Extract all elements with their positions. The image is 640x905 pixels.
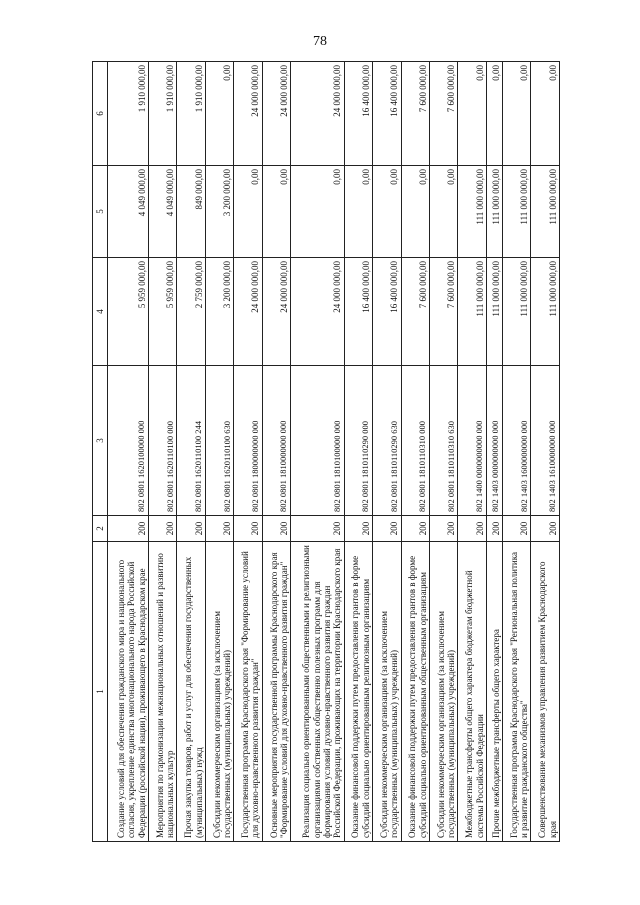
row-value-col6-cell: 24 000 000,00 — [262, 62, 290, 166]
table-row — [373, 62, 401, 842]
header-col-3: 3 — [93, 366, 108, 516]
row-value-col6-cell: 0,00 — [486, 62, 502, 166]
row-value-col4-cell: 111 000 000,00 — [486, 258, 502, 366]
row-value-col6-cell: 7 600 000,00 — [401, 62, 429, 166]
row-value-col4-cell: 24 000 000,00 — [262, 258, 290, 366]
row-name-cell: Государственная программа Краснодарского края "Региональная политика и развитие гражданского общества" — [502, 542, 530, 842]
row-kbk-cell: 802 0801 1620100000 000 — [108, 366, 149, 516]
row-kbk-cell: 802 0801 1810000000 000 — [262, 366, 290, 516]
row-kbk-cell: 802 1400 0000000000 000 — [458, 366, 486, 516]
row-kbk-cell: 802 0801 1810110290 000 — [344, 366, 372, 516]
row-code-cell: 200 — [262, 516, 290, 542]
row-name-cell: Мероприятия по гармонизации межнациональных отношений и развитию национальных культур — [148, 542, 176, 842]
row-value-col6-cell: 24 000 000,00 — [234, 62, 262, 166]
row-code-cell: 200 — [458, 516, 486, 542]
row-value-col4-cell: 111 000 000,00 — [502, 258, 530, 366]
row-value-col6-cell: 16 400 000,00 — [344, 62, 372, 166]
row-value-col6-cell: 0,00 — [531, 62, 560, 166]
row-name-cell: Создание условий для обеспечения гражданского мира и национального согласия, укрепление единства многонационального народа Российской Федерации (российской нации), проживающего в Краснодарском крае — [108, 542, 149, 842]
row-value-col5-cell: 0,00 — [401, 166, 429, 258]
table-row — [458, 62, 486, 842]
row-value-col5-cell: 0,00 — [430, 166, 458, 258]
row-code-cell: 200 — [291, 516, 344, 542]
row-value-col6-cell: 0,00 — [458, 62, 486, 166]
table-row — [401, 62, 429, 842]
row-kbk-cell: 802 0801 1800000000 000 — [234, 366, 262, 516]
row-value-col4-cell: 16 400 000,00 — [373, 258, 401, 366]
table-row — [291, 62, 344, 842]
table-row — [205, 62, 233, 842]
row-value-col4-cell: 7 600 000,00 — [430, 258, 458, 366]
row-name-cell: Субсидии некоммерческим организациям (за исключением государственных (муниципальных) учреждений) — [430, 542, 458, 842]
row-value-col4-cell: 16 400 000,00 — [344, 258, 372, 366]
table-row — [108, 62, 149, 842]
row-code-cell: 200 — [373, 516, 401, 542]
row-value-col4-cell: 24 000 000,00 — [291, 258, 344, 366]
row-kbk-cell: 802 1403 1600000000 000 — [502, 366, 530, 516]
row-name-cell: Реализация социально ориентированными общественными и религиозными организациями собственных общественно полезных программ для формирования условий духовно-нравственного развития граждан Российской Федерации, проживающих на территории Краснодарского края — [291, 542, 344, 842]
row-value-col6-cell: 16 400 000,00 — [373, 62, 401, 166]
row-value-col6-cell: 1 910 000,00 — [148, 62, 176, 166]
row-value-col5-cell: 111 000 000,00 — [531, 166, 560, 258]
row-value-col4-cell: 24 000 000,00 — [234, 258, 262, 366]
row-name-cell: Субсидии некоммерческим организациям (за исключением государственных (муниципальных) учреждений) — [373, 542, 401, 842]
row-code-cell: 200 — [344, 516, 372, 542]
row-code-cell: 200 — [234, 516, 262, 542]
row-value-col4-cell: 2 759 000,00 — [177, 258, 205, 366]
row-code-cell: 200 — [177, 516, 205, 542]
row-value-col5-cell: 4 049 000,00 — [148, 166, 176, 258]
row-value-col6-cell: 0,00 — [205, 62, 233, 166]
row-kbk-cell: 802 0801 1620110100 630 — [205, 366, 233, 516]
row-code-cell: 200 — [502, 516, 530, 542]
row-value-col4-cell: 5 959 000,00 — [148, 258, 176, 366]
row-value-col6-cell: 1 910 000,00 — [177, 62, 205, 166]
row-value-col4-cell: 3 200 000,00 — [205, 258, 233, 366]
row-name-cell: Основные мероприятия государственной программы Краснодарского края "Формирование условий для духовно-нравственного развития граждан" — [262, 542, 290, 842]
table-row — [262, 62, 290, 842]
row-kbk-cell: 802 0801 1620110100 000 — [148, 366, 176, 516]
header-col-5: 5 — [93, 166, 108, 258]
row-value-col6-cell: 0,00 — [502, 62, 530, 166]
row-name-cell: Прочая закупка товаров, работ и услуг для обеспечения государственных (муниципальных) нужд — [177, 542, 205, 842]
row-value-col6-cell: 7 600 000,00 — [430, 62, 458, 166]
row-name-cell: Государственная программа Краснодарского края "Формирование условий для духовно-нравственного развития граждан" — [234, 542, 262, 842]
row-value-col5-cell: 0,00 — [344, 166, 372, 258]
table-row — [344, 62, 372, 842]
row-name-cell: Оказание финансовой поддержки путем предоставления грантов в форме субсидий социально ориентированным религиозным организациям — [344, 542, 372, 842]
row-value-col4-cell: 5 959 000,00 — [108, 258, 149, 366]
row-value-col6-cell: 1 910 000,00 — [108, 62, 149, 166]
row-code-cell: 200 — [108, 516, 149, 542]
row-value-col5-cell: 0,00 — [234, 166, 262, 258]
header-row — [93, 62, 108, 842]
row-value-col5-cell: 3 200 000,00 — [205, 166, 233, 258]
row-value-col5-cell: 0,00 — [291, 166, 344, 258]
row-code-cell: 200 — [401, 516, 429, 542]
table-row — [148, 62, 176, 842]
row-name-cell: Оказание финансовой поддержки путем предоставления грантов в форме субсидий социально ориентированным общественным организациям — [401, 542, 429, 842]
header-col-4: 4 — [93, 258, 108, 366]
row-value-col5-cell: 0,00 — [373, 166, 401, 258]
row-value-col4-cell: 111 000 000,00 — [458, 258, 486, 366]
row-name-cell: Субсидии некоммерческим организациям (за исключением государственных (муниципальных) учреждений) — [205, 542, 233, 842]
table-body — [108, 62, 560, 842]
row-value-col4-cell: 7 600 000,00 — [401, 258, 429, 366]
row-kbk-cell: 802 1403 1610000000 000 — [531, 366, 560, 516]
row-kbk-cell: 802 0801 1810100000 000 — [291, 366, 344, 516]
budget-table — [92, 61, 560, 842]
row-value-col5-cell: 0,00 — [262, 166, 290, 258]
row-code-cell: 200 — [430, 516, 458, 542]
row-value-col5-cell: 111 000 000,00 — [486, 166, 502, 258]
table-row — [486, 62, 502, 842]
row-name-cell: Межбюджетные трансферты общего характера бюджетам бюджетной системы Российской Федерации — [458, 542, 486, 842]
page-number: 78 — [313, 34, 327, 49]
row-kbk-cell: 802 0801 1810110310 630 — [430, 366, 458, 516]
header-col-1: 1 — [93, 542, 108, 842]
row-value-col4-cell: 111 000 000,00 — [531, 258, 560, 366]
table-landscape-frame — [92, 62, 560, 842]
header-col-6: 6 — [93, 62, 108, 166]
row-value-col5-cell: 111 000 000,00 — [502, 166, 530, 258]
row-value-col5-cell: 849 000,00 — [177, 166, 205, 258]
row-kbk-cell: 802 0801 1620110100 244 — [177, 366, 205, 516]
row-code-cell: 200 — [148, 516, 176, 542]
row-value-col5-cell: 111 000 000,00 — [458, 166, 486, 258]
row-code-cell: 200 — [486, 516, 502, 542]
rotated-table-container — [92, 62, 560, 842]
table-row — [234, 62, 262, 842]
row-kbk-cell: 802 1403 0000000000 000 — [486, 366, 502, 516]
row-name-cell: Совершенствование механизмов управления развитием Краснодарского края — [531, 542, 560, 842]
row-code-cell: 200 — [205, 516, 233, 542]
row-code-cell: 200 — [531, 516, 560, 542]
table-row — [177, 62, 205, 842]
table-row — [430, 62, 458, 842]
header-col-2: 2 — [93, 516, 108, 542]
table-row — [502, 62, 530, 842]
row-value-col6-cell: 24 000 000,00 — [291, 62, 344, 166]
row-kbk-cell: 802 0801 1810110310 000 — [401, 366, 429, 516]
table-row — [531, 62, 560, 842]
row-name-cell: Прочие межбюджетные трансферты общего характера — [486, 542, 502, 842]
row-kbk-cell: 802 0801 1810110290 630 — [373, 366, 401, 516]
row-value-col5-cell: 4 049 000,00 — [108, 166, 149, 258]
